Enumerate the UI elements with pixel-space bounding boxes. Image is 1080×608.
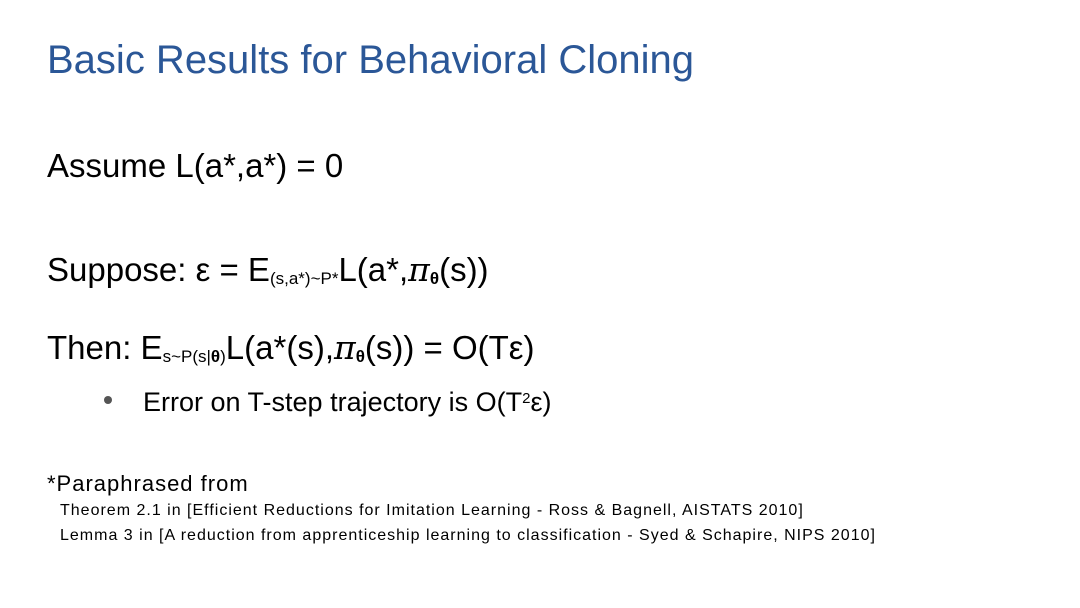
bullet-text-prefix: Error on T-step trajectory is O(T (143, 387, 523, 417)
footnote-reference-1: Theorem 2.1 in [Efficient Reductions for Imitation Learning - Ross & Bagnell, AISTATS 2010] (60, 502, 804, 519)
bullet-dot-icon (104, 396, 112, 404)
slide-title: Basic Results for Behavioral Cloning (47, 38, 694, 82)
then-subscript-part-b: ) (220, 347, 226, 366)
then-expectation-subscript (163, 347, 226, 366)
suppose-expectation-subscript: (s,a*)~P* (269, 269, 339, 288)
then-middle: L(a*(s), (225, 329, 334, 366)
then-line (47, 328, 534, 377)
suppose-line (47, 250, 489, 299)
then-suffix: (s)) = O(Tε) (364, 329, 535, 366)
suppose-middle: L(a*, (338, 251, 409, 288)
footnote-reference-2: Lemma 3 in [A reduction from apprenticeship learning to classification - Syed & Schapire, NIPS 2010] (60, 527, 876, 544)
then-pi-symbol: π (333, 328, 356, 367)
then-subscript-part-a: s~P(s| (162, 347, 211, 366)
footnote-heading: *Paraphrased from (47, 471, 249, 496)
suppose-theta-subscript: θ (429, 269, 440, 288)
assumption-line: Assume L(a*,a*) = 0 (47, 147, 344, 184)
then-prefix: Then: E (47, 329, 163, 366)
bullet-superscript: 2 (522, 390, 531, 407)
then-subscript-theta: θ (210, 347, 221, 366)
then-theta-subscript: θ (355, 347, 365, 366)
bullet-text (143, 381, 551, 420)
suppose-suffix: (s)) (439, 251, 489, 288)
suppose-prefix: Suppose: ε = E (47, 251, 270, 288)
suppose-pi-symbol: π (408, 250, 430, 289)
bullet-text-suffix: ε) (530, 387, 552, 417)
